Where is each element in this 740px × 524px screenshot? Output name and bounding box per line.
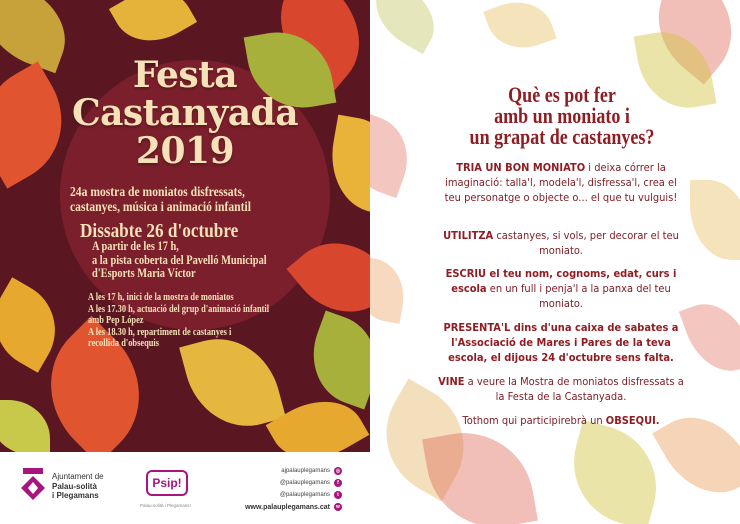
instruction-keyword: ESCRIU [445,267,487,280]
instruction-text: a veure la Mostra de moniatos disfressats a la Festa de la Castanyada. [464,375,684,403]
festa-schedule [88,292,328,350]
instruction-text: castanyes, si vols, per decorar el teu moniato. [493,229,679,257]
instruction-paragraph [436,413,686,428]
instruction-paragraph [436,228,686,258]
question-line: amb un moniato i [494,103,630,128]
instruction-text: Tothom qui participirebrà un [462,414,606,427]
social-row[interactable] [212,477,342,489]
schedule-line: A les 17 h, inici de la mostra de moniatos [88,292,234,303]
muni-line: i Plegamans [52,491,99,500]
instagram-icon: ◎ [335,468,341,474]
website-row[interactable] [212,501,342,513]
leaf-decoration [370,112,420,198]
leaf-decoration [679,293,740,382]
question-title [455,84,668,147]
instructions-poster [370,0,740,524]
title-line: 2019 [135,130,235,172]
social-row[interactable] [212,465,342,477]
schedule-line: recollida d'obsequis [88,338,160,349]
instruction-text: en un full i penja'l a la panxa del teu moniato. [486,282,671,310]
title-line: Festa [132,54,238,96]
festa-title [60,56,310,170]
psip-caption: Palau-solità i Plegamans! [140,503,191,508]
muni-line: Palau-solità [52,481,97,491]
subtitle-line: 24a mostra de moniatos disfressats, [70,184,245,199]
leaf-decoration [109,0,197,57]
social-handle: @palauplegamans [279,480,330,486]
instruction-paragraph [436,320,686,365]
question-line: un grapat de castanyes? [469,124,655,149]
festa-place [92,240,341,281]
question-line: Què es pot fer [508,82,616,107]
leaf-decoration [422,422,538,524]
leaf-decoration [483,0,556,59]
place-line: A partir de les 17 h, [92,239,179,253]
leaf-decoration [370,0,448,54]
psip-logo: Psip! [146,470,188,496]
leaf-decoration [690,180,740,260]
schedule-line: A les 18.30 h, repartiment de castanyes i [88,326,232,338]
social-links [212,465,342,513]
muni-line: Ajuntament de [52,472,104,481]
instruction-keyword: OBSEQUI. [605,414,660,427]
municipality-logo-icon [20,468,46,502]
web-icon: w [334,503,342,511]
instruction-paragraph [436,266,686,311]
municipality-name [52,472,104,501]
festa-subtitle [70,184,319,214]
instruction-paragraph [436,160,686,205]
instruction-keyword: VINE [438,375,465,388]
leaf-decoration [370,256,410,324]
schedule-line: A les 17.30 h, actuació del grup d'animació infantil [88,303,270,315]
facebook-icon: f [334,479,342,487]
instruction-paragraph [436,374,686,404]
leaf-decoration [0,400,50,455]
instruction-keyword: TRIA UN BON MONIATO [456,161,586,174]
twitter-icon: t [334,491,342,499]
instruction-keyword: el teu nom, cognoms, edat, curs i escola [451,267,677,295]
schedule-line: amb Pep López [88,315,144,326]
instruction-keyword: UTILITZA [443,229,494,242]
festa-date: Dissabte 26 d'octubre [80,220,239,242]
place-line: d'Esports Maria Víctor [92,266,196,280]
social-handle: @palauplegamans [279,492,330,498]
instruction-keyword: PRESENTA'L dins d'una caixa de sabates a l'Associació de Mares i Pares de la teva escola, el dijous 24 d'octubre sens falta. [443,321,679,364]
place-line: a la pista coberta del Pavelló Municipal [92,252,267,267]
instruction-text: i deixa córrer la imaginació: talla'l, modela'l, disfressa'l, crea el teu personatge o objecte o... el que tu vulguis! [444,161,678,204]
website-link: www.palauplegamans.cat [245,503,330,511]
subtitle-line: castanyes, música i animació infantil [70,199,251,214]
title-line: Castanyada [71,92,299,134]
social-handle: ajpalauplegamans [281,468,330,474]
social-row[interactable] [212,489,342,501]
